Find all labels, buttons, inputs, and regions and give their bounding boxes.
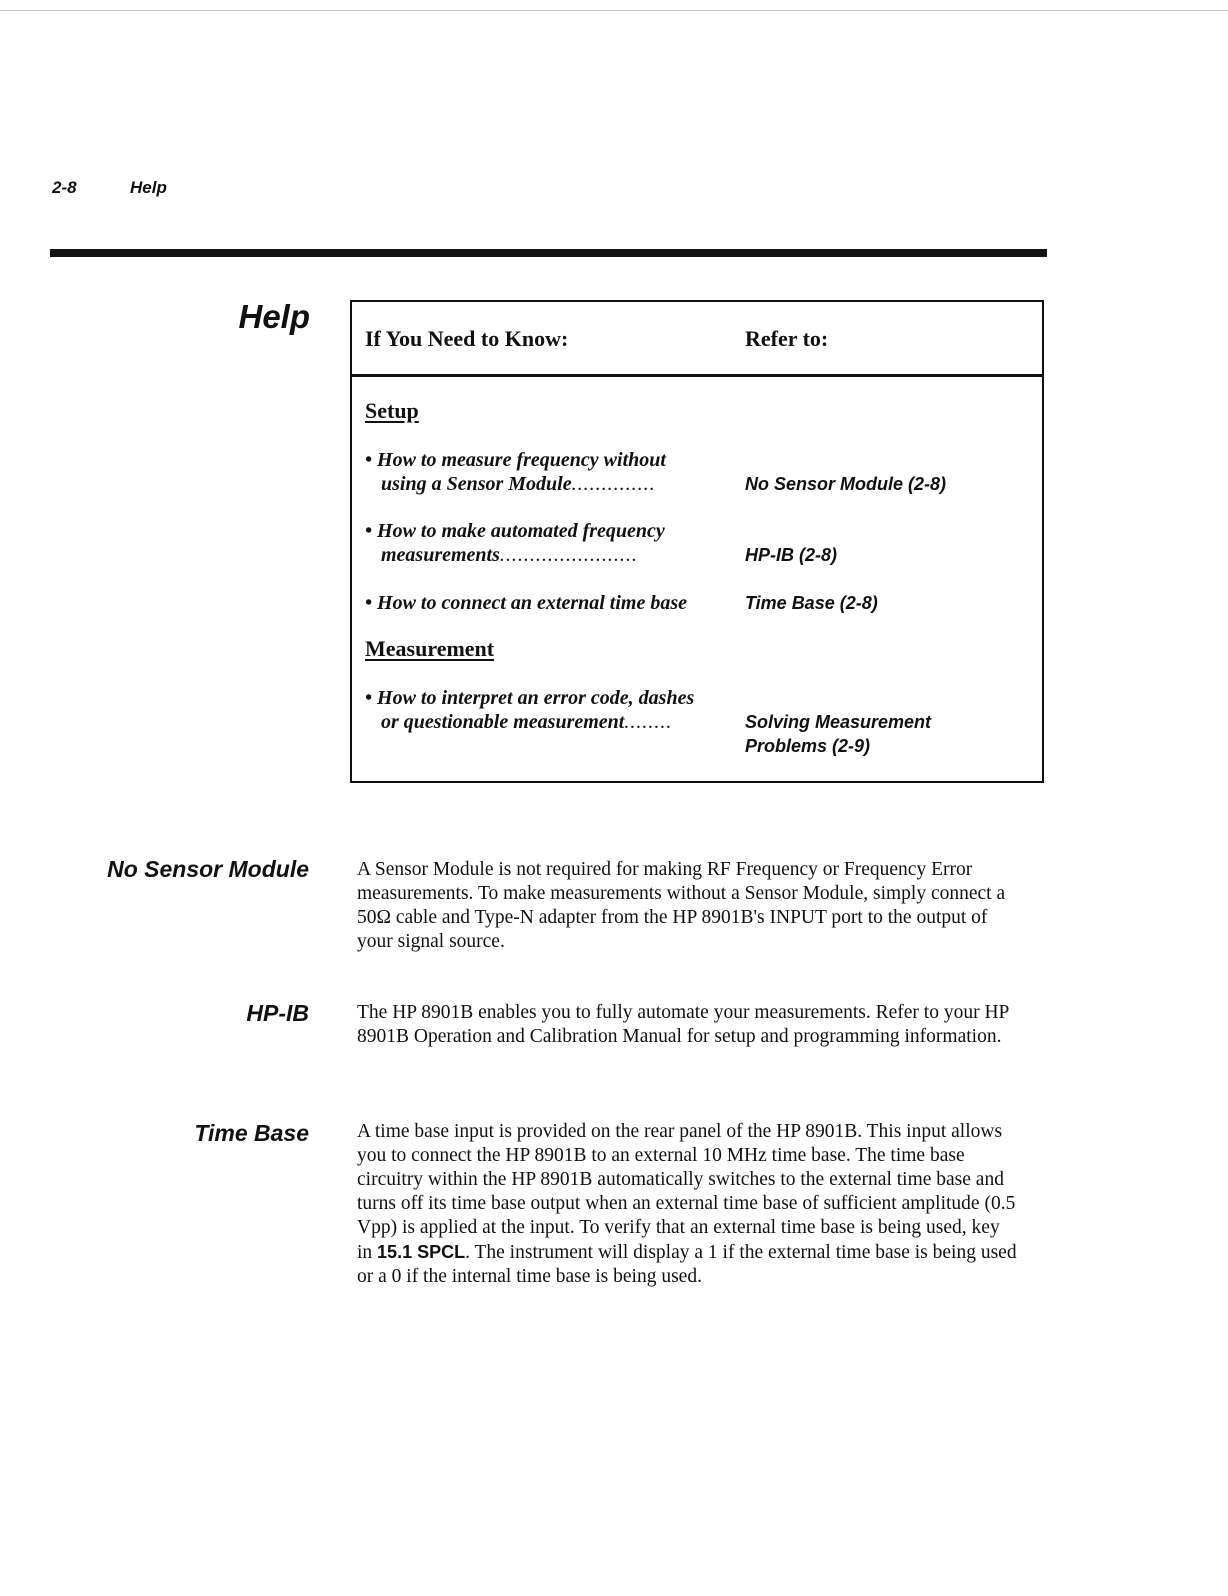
key-sequence: 15.1 SPCL xyxy=(377,1242,466,1262)
column-header-refer: Refer to: xyxy=(745,326,829,351)
table-entry-reference: HP-IB (2-8) xyxy=(745,545,838,565)
question-line: or questionable measurement xyxy=(381,711,625,733)
heading-time-base: Time Base xyxy=(194,1120,309,1146)
running-head xyxy=(52,178,167,198)
heavy-divider xyxy=(50,249,1047,257)
question-line: using a Sensor Module xyxy=(381,473,572,495)
leader-dots: ........ xyxy=(624,711,673,733)
help-heading: Help xyxy=(238,298,310,335)
column-header-know: If You Need to Know: xyxy=(365,326,569,351)
question-line: How to interpret an error code, dashes xyxy=(377,687,695,709)
group-title-setup: Setup xyxy=(365,398,419,423)
table-entry-question: • How to interpret an error code, dashes or questionable measurement........ xyxy=(365,687,695,733)
page-number: 2-8 xyxy=(52,178,77,197)
heading-no-sensor-module: No Sensor Module xyxy=(107,856,309,882)
reference-line: Solving Measurement xyxy=(745,712,932,732)
time-base-text-part: . The instrument will display a 1 if the external time base is being used or a 0 if the internal time base is being used. xyxy=(357,1242,1017,1287)
heading-hp-ib: HP-IB xyxy=(246,1000,309,1026)
question-line: How to make automated frequency xyxy=(377,520,665,542)
question-line: How to measure frequency without xyxy=(377,449,666,471)
question-line: How to connect an external time base xyxy=(377,592,688,614)
group-title-measurement: Measurement xyxy=(365,636,495,661)
table-entry-reference: No Sensor Module (2-8) xyxy=(745,474,947,494)
help-reference-table xyxy=(350,300,1044,783)
time-base-text xyxy=(357,1120,1017,1289)
table-entry-reference xyxy=(745,710,1035,758)
table-entry-reference: Time Base (2-8) xyxy=(745,593,878,613)
no-sensor-module-text: A Sensor Module is not required for making RF Frequency or Frequency Error measurements. To make measurements without a Sensor Module, simply connect a 50Ω cable and Type-N adapter from the HP 8901B's INPUT port to the output of your signal source. xyxy=(357,859,1006,952)
table-entry-question: • How to connect an external time base xyxy=(365,592,688,614)
hp-ib-text: The HP 8901B enables you to fully automate your measurements. Refer to your HP 8901B Operation and Calibration Manual for setup and programming information. xyxy=(357,1002,1009,1047)
table-entry-question: • How to make automated frequency measurements....................... xyxy=(365,520,665,566)
leader-dots: ....................... xyxy=(499,544,638,566)
table-entry-question: • How to measure frequency without using a Sensor Module.............. xyxy=(365,449,666,495)
question-line: measurements xyxy=(381,544,500,566)
table-header xyxy=(352,302,1042,377)
reference-line: Problems (2-9) xyxy=(745,736,871,756)
leader-dots: .............. xyxy=(571,473,656,495)
time-base-text-part: A time base input is provided on the rear panel of the HP 8901B. This input allows you to connect the HP 8901B to an external 10 MHz time base. The time base circuitry within the HP 8901B automatically switches to the external time base and turns off its time base output when an external time base of sufficient amplitude (0.5 Vpp) is applied at the input. To verify that an external time base is being used, key in xyxy=(357,1121,1016,1263)
top-edge-rule xyxy=(0,10,1228,11)
running-title: Help xyxy=(130,178,167,197)
